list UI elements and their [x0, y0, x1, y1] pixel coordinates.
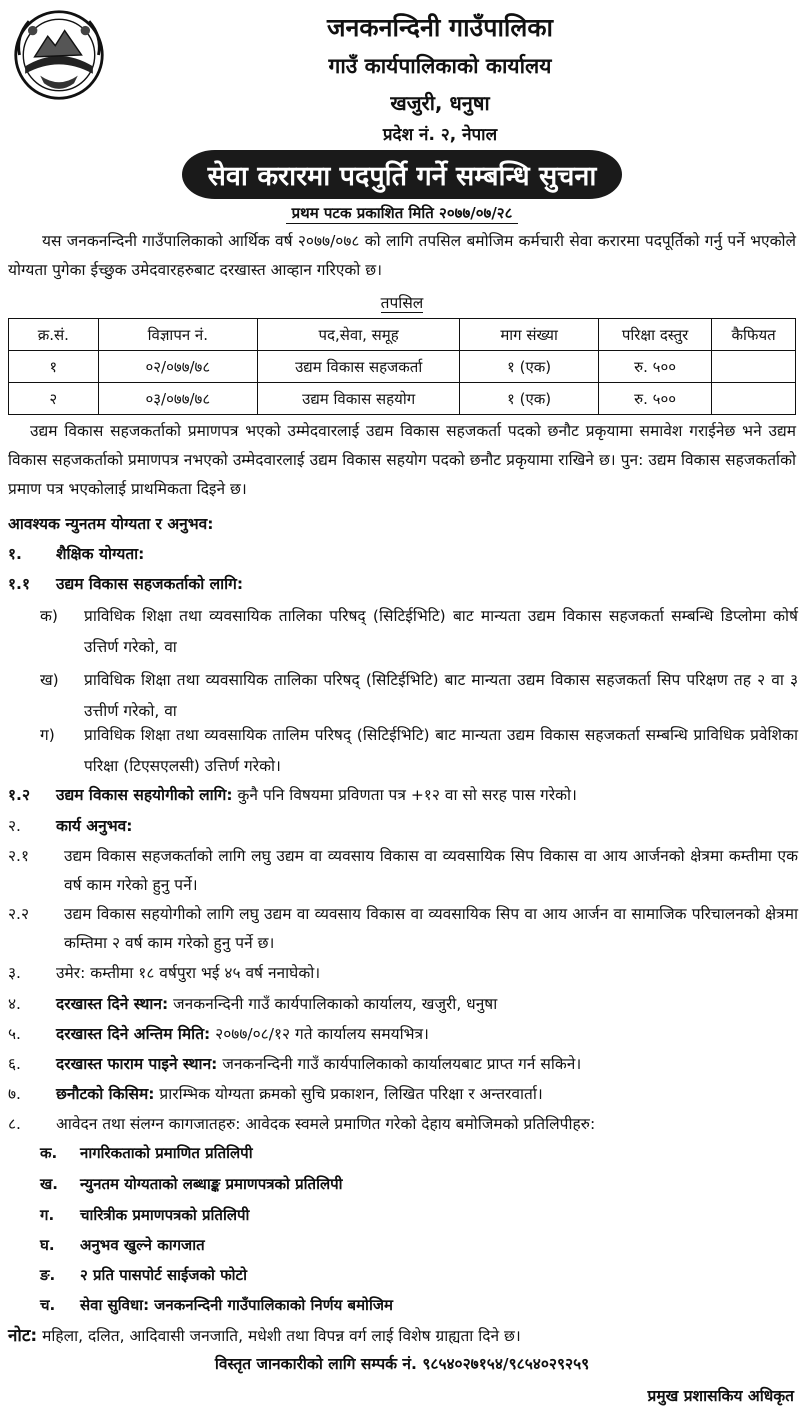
- section-number: ५.: [8, 1025, 21, 1043]
- item-text: चारित्रीक प्रमाणपत्रको प्रतिलिपी: [80, 1206, 250, 1224]
- requirements-heading: आवश्यक न्युनतम योग्यता र अनुभव:: [8, 515, 214, 533]
- office-name: गाउँ कार्यपालिकाको कार्यालय: [328, 54, 552, 78]
- item-label: घ.: [40, 1236, 55, 1254]
- section-label: शैक्षिक योग्यता:: [56, 545, 145, 563]
- col-header: विज्ञापन नं.: [98, 319, 257, 351]
- section-text: जनकनन्दिनी गाउँ कार्यपालिकाको कार्यालय, खजुरी, धनुषा: [168, 995, 498, 1013]
- note-text: महिला, दलित, आदिवासी जनजाति, मधेशी तथा विपन्न वर्ग लाई विशेष ग्राह्यता दिने छ।: [37, 1327, 521, 1345]
- section-text: आवेदन तथा संलग्न कागजातहरु: आवेदक स्वमले प्रमाणित गरेको देहाय बमोजिमको प्रतिलिपीहरु:: [56, 1115, 596, 1133]
- section-text: कुनै पनि विषयमा प्रविणता पत्र +१२ वा सो सरह पास गरेको।: [232, 786, 577, 804]
- table-cell: उद्यम विकास सहयोग: [258, 383, 460, 415]
- section-text: उमेर: कम्तीमा १८ वर्षपुरा भई ४५ वर्ष ननाघेको।: [56, 964, 321, 982]
- vacancy-table: [8, 318, 796, 415]
- section-1: [8, 540, 798, 568]
- item-text: प्राविधिक शिक्षा तथा व्यवसायिक तालिम परिषद् (सिटिईभिटि) बाट मान्यता उद्यम विकास सहजकर्ता सम्बन्धि प्राविधिक प्रवेशिका परिक्षा (टिएसएलसी) उत्तिर्ण गरेको।: [84, 726, 798, 775]
- col-header: क्र.सं.: [9, 319, 99, 351]
- section-3: [8, 959, 798, 987]
- contact-info: विस्तृत जानकारीको लागि सम्पर्क नं. ९८५४०२७१५४/९८५४०२९२५९: [214, 1355, 590, 1373]
- section-number: १.१: [8, 575, 31, 593]
- item-text: सेवा सुविधा: जनकनन्दिनी गाउँपालिकाको निर्णय बमोजिम: [80, 1296, 393, 1314]
- selection-note: उद्यम विकास सहजकर्ताको प्रमाणपत्र भएको उम्मेदवारलाई उद्यम विकास सहजकर्ता पदको छनौट प्रकृयामा समावेश गराईनेछ भने उद्यम विकास सहजकर्ताको प्रमाणपत्र नभएको उम्मेदवारलाई उद्यम विकास सहयोग पदको छनौट प्रकृयामा राखिने छ। पुन: उद्यम विकास सहजकर्ताको प्रमाण पत्र भएकोलाई प्राथमिकता दिइने छ।: [8, 422, 796, 498]
- section-text: प्रारम्भिक योग्यता क्रमको सुचि प्रकाशन, लिखित परिक्षा र अन्तरवार्ता।: [154, 1085, 543, 1103]
- table-cell: रु. ५००: [598, 383, 711, 415]
- qualification-item: [40, 720, 798, 782]
- table-cell: उद्यम विकास सहजकर्ता: [258, 351, 460, 383]
- item-text: प्राविधिक शिक्षा तथा व्यवसायिक तालिका परिषद् (सिटिईभिटि) बाट मान्यता उद्यम विकास सहजकर्ता सम्बन्धि डिप्लोमा कोर्ष उत्तिर्ण गरेको, वा: [84, 607, 798, 656]
- table-cell: १ (एक): [460, 383, 599, 415]
- item-label: क.: [40, 1144, 58, 1162]
- col-header: पद,सेवा, समूह: [258, 319, 460, 351]
- table-cell: २: [9, 383, 99, 415]
- section-label: दरखास्त दिने अन्तिम मिति:: [56, 1025, 211, 1043]
- col-header: कैफियत: [712, 319, 796, 351]
- item-text: २ प्रति पासपोर्ट साईजको फोटो: [80, 1266, 247, 1284]
- table-header-row: [9, 319, 796, 351]
- item-label: ख): [40, 671, 59, 689]
- table-cell: [712, 383, 796, 415]
- table-cell: १ (एक): [460, 351, 599, 383]
- col-header: माग संख्या: [460, 319, 599, 351]
- item-label: ग.: [40, 1206, 55, 1224]
- document-item: [40, 1231, 740, 1259]
- table-cell: रु. ५००: [598, 351, 711, 383]
- section-label: कार्य अनुभव:: [56, 817, 133, 835]
- qualification-item: [40, 601, 798, 663]
- section-number: ७.: [8, 1085, 21, 1103]
- section-number: ३.: [8, 964, 21, 982]
- item-label: च.: [40, 1296, 56, 1314]
- table-cell: ०२/०७७/७८: [98, 351, 257, 383]
- table-cell: ०३/०७७/७८: [98, 383, 257, 415]
- section-label: उद्यम विकास सहयोगीको लागि:: [56, 786, 233, 804]
- item-text: अनुभव खुल्ने कागजात: [80, 1236, 205, 1254]
- item-text: नागरिकताको प्रमाणित प्रतिलिपी: [80, 1144, 253, 1162]
- table-cell: १: [9, 351, 99, 383]
- section-7: [8, 1080, 798, 1108]
- item-label: क): [40, 607, 58, 625]
- signatory: प्रमुख प्रशासकिय अधिकृत: [647, 1387, 794, 1405]
- section-5: [8, 1020, 798, 1048]
- section-2: [8, 812, 798, 840]
- office-location: खजुरी, धनुषा: [390, 91, 490, 115]
- note: [8, 1322, 521, 1350]
- section-4: [8, 990, 798, 1018]
- section-number: १.: [8, 545, 22, 563]
- org-name: जनकनन्दिनी गाउँपालिका: [326, 13, 554, 42]
- item-label: ग): [40, 726, 55, 744]
- section-label: दरखास्त दिने स्थान:: [56, 995, 169, 1013]
- section-number: २.१: [8, 847, 30, 865]
- col-header: परिक्षा दस्तुर: [598, 319, 711, 351]
- section-number: २.२: [8, 905, 30, 923]
- section-1-1: [8, 570, 798, 598]
- section-number: १.२: [8, 786, 31, 804]
- section-text: उद्यम विकास सहयोगीको लागि लघु उद्यम वा व्यवसाय विकास वा व्यवसायिक सिप वा आय आर्जन वा सामाजिक परिचालनको क्षेत्रमा कम्तिमा २ वर्ष काम गरेको हुनु पर्ने छ।: [64, 905, 798, 952]
- tapasil-heading: तपसिल: [380, 294, 424, 312]
- note-label: नोट:: [8, 1326, 38, 1346]
- table-cell: [712, 351, 796, 383]
- document-item: [40, 1201, 740, 1229]
- document-item: [40, 1291, 740, 1319]
- publication-date: प्रथम पटक प्रकाशित मिति २०७७/०७/२८: [286, 204, 519, 224]
- item-text: न्युनतम योग्यताको लब्धाङ्क प्रमाणपत्रको प्रतिलिपी: [80, 1175, 343, 1193]
- section-text: जनकनन्दिनी गाउँ कार्यपालिकाको कार्यालयबाट प्राप्त गर्न सकिने।: [217, 1055, 582, 1073]
- intro-paragraph: यस जनकनन्दिनी गाउँपालिकाको आर्थिक वर्ष २०७७/०७८ को लागि तपसिल बमोजिम कर्मचारी सेवा करारमा पदपूर्तिको गर्नु पर्ने भएकोले योग्यता पुगेका ईच्छुक उमेदवारहरुबाट दरखास्त आव्हान गरिएको छ।: [8, 232, 796, 279]
- document-item: [40, 1261, 740, 1289]
- section-text: उद्यम विकास सहजकर्ताको लागि लघु उद्यम वा व्यवसाय विकास वा व्यवसायिक सिप विकास वा आय आर्जनको क्षेत्रमा कम्तीमा एक वर्ष काम गरेको हुनु पर्ने।: [64, 847, 798, 894]
- item-text: प्राविधिक शिक्षा तथा व्यवसायिक तालिका परिषद् (सिटिईभिटि) बाट मान्यता उद्यम विकास सहजकर्ता सिप परिक्षण तह २ वा ३ उत्तीर्ण गरेको, वा: [84, 671, 798, 720]
- item-label: ङ.: [40, 1266, 56, 1284]
- section-number: ८.: [8, 1115, 21, 1133]
- section-label: छनौटको किसिम:: [56, 1085, 155, 1103]
- section-label: दरखास्त फाराम पाइने स्थान:: [56, 1055, 218, 1073]
- notice-title-banner: सेवा करारमा पदपुर्ति गर्ने सम्बन्धि सुचना: [182, 150, 623, 199]
- section-8: [8, 1110, 798, 1138]
- section-number: २.: [8, 817, 21, 835]
- document-item: [40, 1170, 740, 1198]
- document-item: [40, 1139, 740, 1167]
- province: प्रदेश नं. २, नेपाल: [382, 125, 498, 145]
- section-1-2: [8, 781, 798, 809]
- qualification-item: [40, 665, 798, 727]
- section-2-1: [8, 842, 798, 900]
- section-text: २०७७/०८/१२ गते कार्यालय समयभित्र।: [210, 1025, 429, 1043]
- section-2-2: [8, 900, 798, 958]
- nepal-emblem-icon: [12, 8, 106, 102]
- table-row: [9, 383, 796, 415]
- section-number: ६.: [8, 1055, 21, 1073]
- section-6: [8, 1050, 798, 1078]
- section-number: ४.: [8, 995, 21, 1013]
- table-row: [9, 351, 796, 383]
- section-label: उद्यम विकास सहजकर्ताको लागि:: [56, 575, 244, 593]
- item-label: ख.: [40, 1175, 58, 1193]
